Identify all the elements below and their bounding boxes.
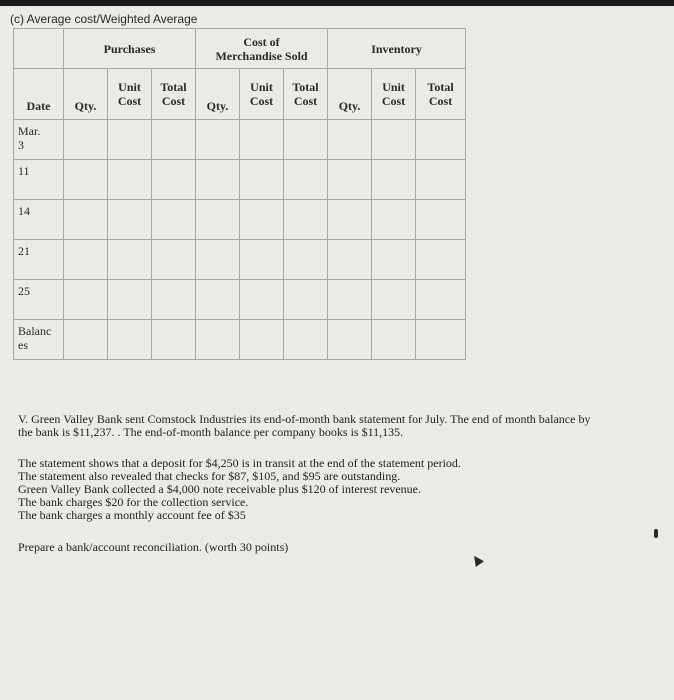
fact-line: Green Valley Bank collected a $4,000 note receivable plus $120 of interest revenue. [18,482,421,496]
entry-cell[interactable] [328,120,372,160]
group-header-row [14,29,466,69]
purchases-header: Purchases [64,29,196,69]
cogs-qty-header: Qty. [196,69,240,120]
entry-cell[interactable] [196,280,240,320]
entry-cell[interactable] [284,120,328,160]
entry-cell[interactable] [196,160,240,200]
date-cell: Mar. 3 [14,120,64,160]
date-cell: 21 [14,240,64,280]
cursor-arrow-icon [470,553,484,567]
cogs-header: Cost of Merchandise Sold [196,29,328,69]
entry-cell[interactable] [372,200,416,240]
entry-cell[interactable] [64,320,108,360]
entry-cell[interactable] [152,320,196,360]
entry-cell[interactable] [108,120,152,160]
entry-cell[interactable] [152,160,196,200]
entry-cell[interactable] [240,280,284,320]
entry-cell[interactable] [284,160,328,200]
table-row [14,320,466,360]
entry-cell[interactable] [328,240,372,280]
entry-cell[interactable] [64,120,108,160]
entry-cell[interactable] [328,320,372,360]
entry-cell[interactable] [64,280,108,320]
entry-cell[interactable] [108,280,152,320]
entry-cell[interactable] [416,160,466,200]
section-title: (c) Average cost/Weighted Average [10,12,198,26]
inventory-unit-cost-header: Unit Cost [372,69,416,120]
date-cell: 25 [14,280,64,320]
purchases-unit-cost-header: Unit Cost [108,69,152,120]
entry-cell[interactable] [152,120,196,160]
cogs-total-cost-header: Total Cost [284,69,328,120]
inventory-total-cost-header: Total Cost [416,69,466,120]
entry-cell[interactable] [284,320,328,360]
entry-cell[interactable] [108,320,152,360]
entry-cell[interactable] [152,240,196,280]
purchases-qty-header: Qty. [64,69,108,120]
entry-cell[interactable] [152,280,196,320]
entry-cell[interactable] [328,200,372,240]
problem-instruction: Prepare a bank/account reconciliation. (worth 30 points) [18,540,289,554]
entry-cell[interactable] [240,240,284,280]
problem-facts [18,457,618,522]
entry-cell[interactable] [284,280,328,320]
table-row [14,280,466,320]
top-rule [0,0,674,6]
entry-cell[interactable] [372,160,416,200]
date-cell: 14 [14,200,64,240]
sub-header-row [14,69,466,120]
entry-cell[interactable] [240,160,284,200]
entry-cell[interactable] [64,200,108,240]
entry-cell[interactable] [372,320,416,360]
entry-cell[interactable] [196,320,240,360]
entry-cell[interactable] [108,160,152,200]
table-row [14,120,466,160]
entry-cell[interactable] [416,120,466,160]
entry-cell[interactable] [372,240,416,280]
inventory-header: Inventory [328,29,466,69]
ledger-table [13,28,466,360]
table-row [14,160,466,200]
entry-cell[interactable] [372,280,416,320]
entry-cell[interactable] [196,120,240,160]
entry-cell[interactable] [328,160,372,200]
entry-cell[interactable] [196,240,240,280]
problem-intro: V. Green Valley Bank sent Comstock Industries its end-of-month bank statement for July. The end of month balance by the bank is $11,237. . The end-of-month balance per company books is $11,135. [18,412,591,439]
date-cell: 11 [14,160,64,200]
ink-mark [654,529,658,538]
purchases-total-cost-header: Total Cost [152,69,196,120]
inventory-qty-header: Qty. [328,69,372,120]
entry-cell[interactable] [240,320,284,360]
entry-cell[interactable] [284,240,328,280]
entry-cell[interactable] [108,200,152,240]
fact-line: The bank charges a monthly account fee of $35 [18,508,246,522]
table-row [14,200,466,240]
entry-cell[interactable] [64,160,108,200]
entry-cell[interactable] [416,240,466,280]
entry-cell[interactable] [416,280,466,320]
entry-cell[interactable] [64,240,108,280]
cogs-unit-cost-header: Unit Cost [240,69,284,120]
date-cell: Balanc es [14,320,64,360]
entry-cell[interactable] [416,200,466,240]
fact-line: The bank charges $20 for the collection service. [18,495,249,509]
entry-cell[interactable] [108,240,152,280]
entry-cell[interactable] [416,320,466,360]
entry-cell[interactable] [196,200,240,240]
fact-line: The statement also revealed that checks for $87, $105, and $95 are outstanding. [18,469,401,483]
entry-cell[interactable] [372,120,416,160]
entry-cell[interactable] [240,200,284,240]
entry-cell[interactable] [152,200,196,240]
table-row [14,240,466,280]
entry-cell[interactable] [240,120,284,160]
entry-cell[interactable] [328,280,372,320]
entry-cell[interactable] [284,200,328,240]
fact-line: The statement shows that a deposit for $4,250 is in transit at the end of the statement period. [18,456,461,470]
date-header: Date [14,69,64,120]
